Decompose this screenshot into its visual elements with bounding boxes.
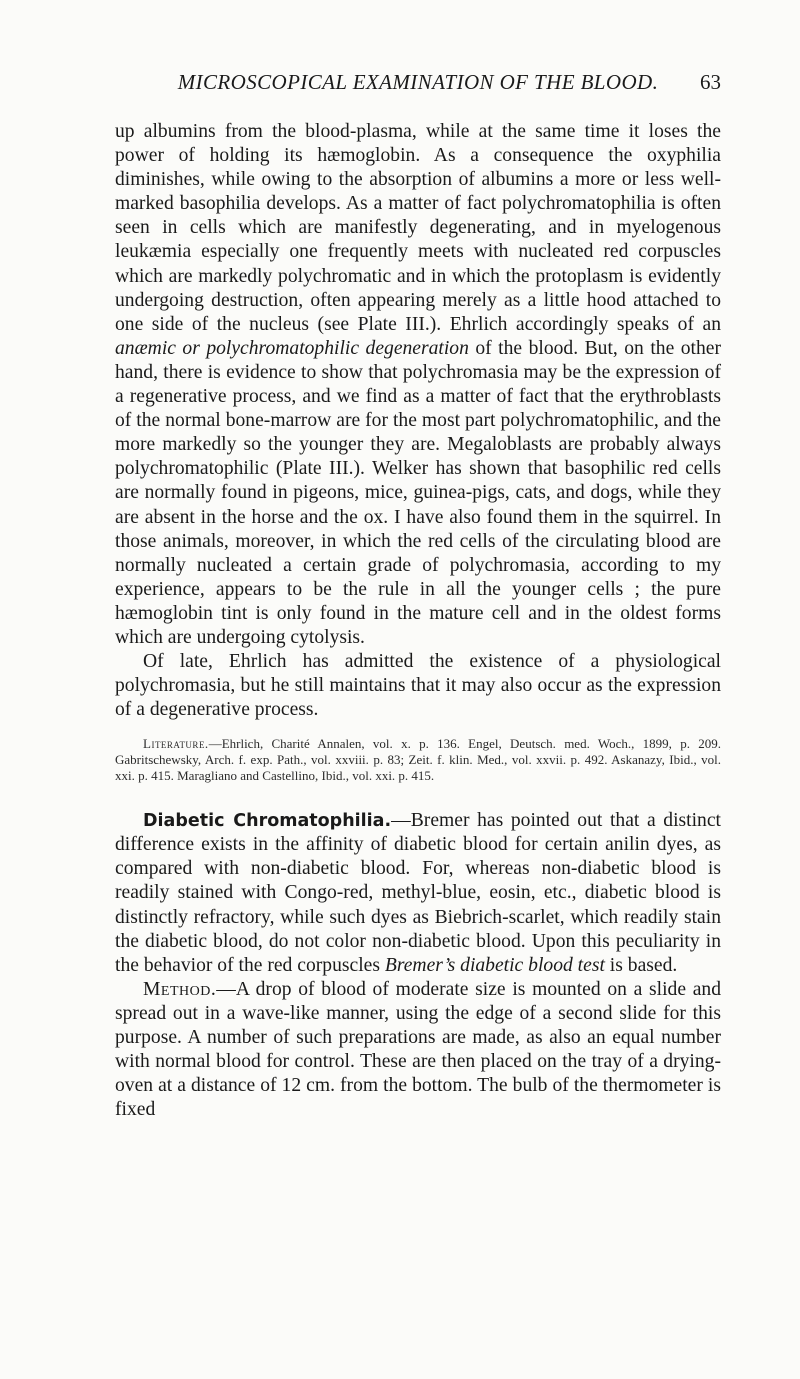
paragraph-text: —Bremer has pointed out that a distinct difference exists in the affinity of diabetic blood for certain anilin dyes, as compared with non-diabetic blood. For, whereas non-diabetic blood is readily stained with Congo-red, methyl-blue, eosin, etc., diabetic blood is distinctly refractory, while such dyes as Biebrich-scarlet, which readily stain the diabetic blood, do not color non-diabetic blood. Upon this peculiarity in the behavior of the red corpuscles xyxy=(115,810,721,976)
section-heading: Diabetic Chromatophilia. xyxy=(143,811,392,832)
paragraph-method xyxy=(115,978,721,1123)
method-label: Method. xyxy=(143,978,217,1000)
paragraph-polychromasia xyxy=(115,120,721,650)
paragraph-diabetic-chromatophilia xyxy=(115,809,721,978)
italic-term: Bremer’s diabetic blood test xyxy=(384,954,605,976)
body-text xyxy=(115,120,721,1122)
page-number: 63 xyxy=(700,70,721,94)
paragraph-text: is based. xyxy=(604,954,678,976)
literature-label: Literature. xyxy=(143,736,209,752)
paragraph-text: of the blood. But, on the other hand, there is evidence to show that polychromasia may be the expression of a regenerative process, and we find as a matter of fact that the erythroblasts of the normal bone-marrow are for the most part polychromatophilic, and the more markedly so the younger they are. Megaloblasts are probably always polychromatophilic (Plate III.). Welker has shown that basophilic red cells are normally found in pigeons, mice, guinea-pigs, cats, and dogs, while they are absent in the horse and the ox. I have also found them in the squirrel. In those animals, moreover, in which the red cells of the circulating blood are normally nucleated a certain grade of polychromasia, according to my experience, appears to be the rule in all the younger cells ; the pure hæmoglobin tint is only found in the mature cell and in the oldest forms which are undergoing cytolysis. xyxy=(115,337,721,648)
paragraph-physiological: Of late, Ehrlich has admitted the existence of a physiological polychromasia, but he still maintains that it may also occur as the expression of a degenerative process. xyxy=(115,651,721,721)
literature-note xyxy=(115,736,721,783)
literature-text: —Ehrlich, Charité Annalen, vol. x. p. 136. Engel, Deutsch. med. Woch., 1899, p. 209. Gabritschewsky, Arch. f. exp. Path., vol. xxviii. p. 83; Zeit. f. klin. Med., vol. xxvii. p. 492. Askanazy, Ibid., vol. xxi. p. 415. Maragliano and Castellino, Ibid., vol. xxi. p. 415. xyxy=(115,736,721,783)
italic-term: anæmic or polychromatophilic degeneration xyxy=(115,337,469,359)
running-head xyxy=(115,70,721,100)
paragraph-text: up albumins from the blood-plasma, while at the same time it loses the power of holding its hæmoglobin. As a consequence the oxyphilia diminishes, while owing to the absorption of albumins a more or less well-marked basophilia develops. As a matter of fact polychromatophilia is often seen in cells which are manifestly degenerating, and in myelogenous leukæmia especially one frequently meets with nucleated red corpuscles which are markedly polychromatic and in which the protoplasm is evidently undergoing destruction, often appearing merely as a little hood attached to one side of the nucleus (see Plate III.). Ehrlich accordingly speaks of an xyxy=(115,121,721,335)
running-head-title: MICROSCOPICAL EXAMINATION OF THE BLOOD. xyxy=(177,70,659,94)
paragraph-text: —A drop of blood of moderate size is mounted on a slide and spread out in a wave-like manner, using the edge of a second slide for this purpose. A number of such preparations are made, as also an equal number with normal blood for control. These are then placed on the tray of a drying-oven at a distance of 12 cm. from the bottom. The bulb of the thermometer is fixed xyxy=(115,978,721,1121)
